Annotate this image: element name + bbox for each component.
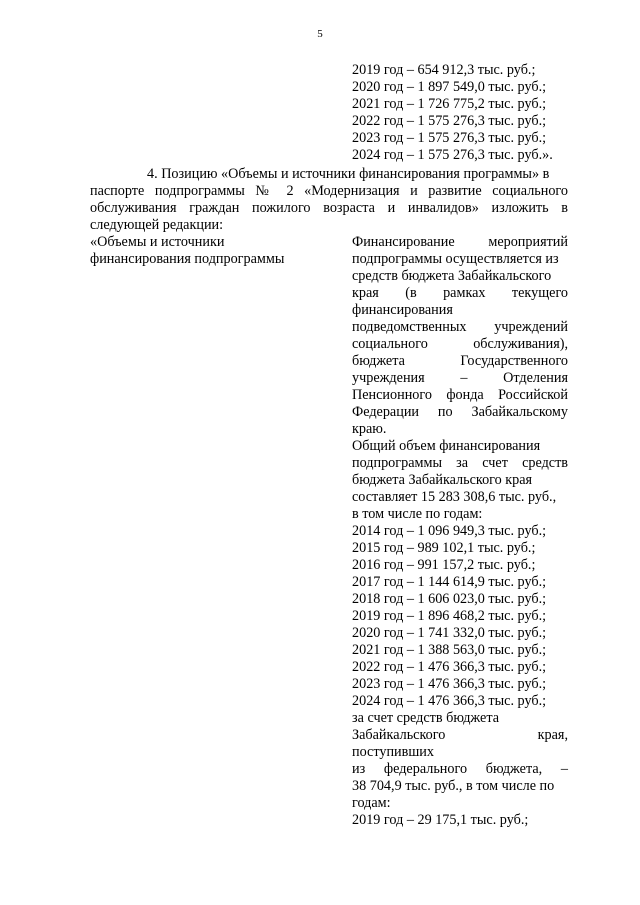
cell-line: в том числе по годам: [352, 506, 483, 522]
cell-line: 2017 год – 1 144 614,9 тыс. руб.; [352, 574, 547, 590]
cell-line: годам: [352, 795, 391, 811]
top-year-list [352, 62, 582, 164]
cell-line: 38 704,9 тыс. руб., в том числе по [352, 778, 555, 794]
cell-line: 2020 год – 1 741 332,0 тыс. руб.; [352, 625, 547, 641]
cell-line: 2019 год – 1 896 468,2 тыс. руб.; [352, 608, 547, 624]
list-item: 2024 год – 1 575 276,3 тыс. руб.». [352, 147, 553, 163]
cell-line: 2015 год – 989 102,1 тыс. руб.; [352, 540, 536, 556]
list-item: 2020 год – 1 897 549,0 тыс. руб.; [352, 79, 547, 95]
cell-line: 2016 год – 991 157,2 тыс. руб.; [352, 557, 536, 573]
cell-line: финансирования подпрограммы [90, 251, 285, 267]
cell-line: средств бюджета Забайкальского [352, 268, 552, 284]
list-item: 2023 год – 1 575 276,3 тыс. руб.; [352, 130, 547, 146]
cell-line: 2021 год – 1 388 563,0 тыс. руб.; [352, 642, 547, 658]
table-left-cell [90, 234, 330, 268]
cell-line: 2022 год – 1 476 366,3 тыс. руб.; [352, 659, 547, 675]
cell-line: Финансирование мероприятий [352, 234, 568, 250]
list-item: 2022 год – 1 575 276,3 тыс. руб.; [352, 113, 547, 129]
cell-line: 2019 год – 29 175,1 тыс. руб.; [352, 812, 529, 828]
cell-line: Федерации по Забайкальскому [352, 404, 568, 420]
paragraph-line: обслуживания граждан пожилого возраста и инвалидов» изложить в [90, 200, 568, 216]
cell-line: подпрограммы за счет средств [352, 455, 568, 471]
cell-line: края (в рамках текущего [352, 285, 568, 301]
cell-line: социального обслуживания), [352, 336, 568, 352]
cell-line: подпрограммы осуществляется из [352, 251, 559, 267]
list-item: 2019 год – 654 912,3 тыс. руб.; [352, 62, 536, 78]
cell-line: подведомственных учреждений [352, 319, 568, 335]
cell-line: 2024 год – 1 476 366,3 тыс. руб.; [352, 693, 547, 709]
cell-line: Общий объем финансирования [352, 438, 541, 454]
cell-line: 2023 год – 1 476 366,3 тыс. руб.; [352, 676, 547, 692]
cell-line: краю. [352, 421, 387, 437]
cell-line: Пенсионного фонда Российской [352, 387, 568, 403]
cell-line: учреждения – Отделения [352, 370, 568, 386]
paragraph-line: 4. Позицию «Объемы и источники финансирования программы» в [147, 166, 550, 182]
cell-line: Забайкальского края, [352, 727, 568, 743]
cell-line: составляет 15 283 308,6 тыс. руб., [352, 489, 557, 505]
paragraph-line: паспорте подпрограммы № 2 «Модернизация и развитие социального [90, 183, 568, 199]
cell-line: бюджета Забайкальского края [352, 472, 533, 488]
cell-line: «Объемы и источники [90, 234, 225, 250]
cell-line: за счет средств бюджета [352, 710, 500, 726]
cell-line: бюджета Государственного [352, 353, 568, 369]
cell-line: финансирования [352, 302, 453, 318]
cell-line: поступивших [352, 744, 434, 760]
paragraph-line: следующей редакции: [90, 217, 224, 233]
cell-line: из федерального бюджета, – [352, 761, 568, 777]
page-number: 5 [317, 28, 323, 40]
table-right-cell [352, 234, 568, 829]
cell-line: 2014 год – 1 096 949,3 тыс. руб.; [352, 523, 547, 539]
list-item: 2021 год – 1 726 775,2 тыс. руб.; [352, 96, 547, 112]
cell-line: 2018 год – 1 606 023,0 тыс. руб.; [352, 591, 547, 607]
